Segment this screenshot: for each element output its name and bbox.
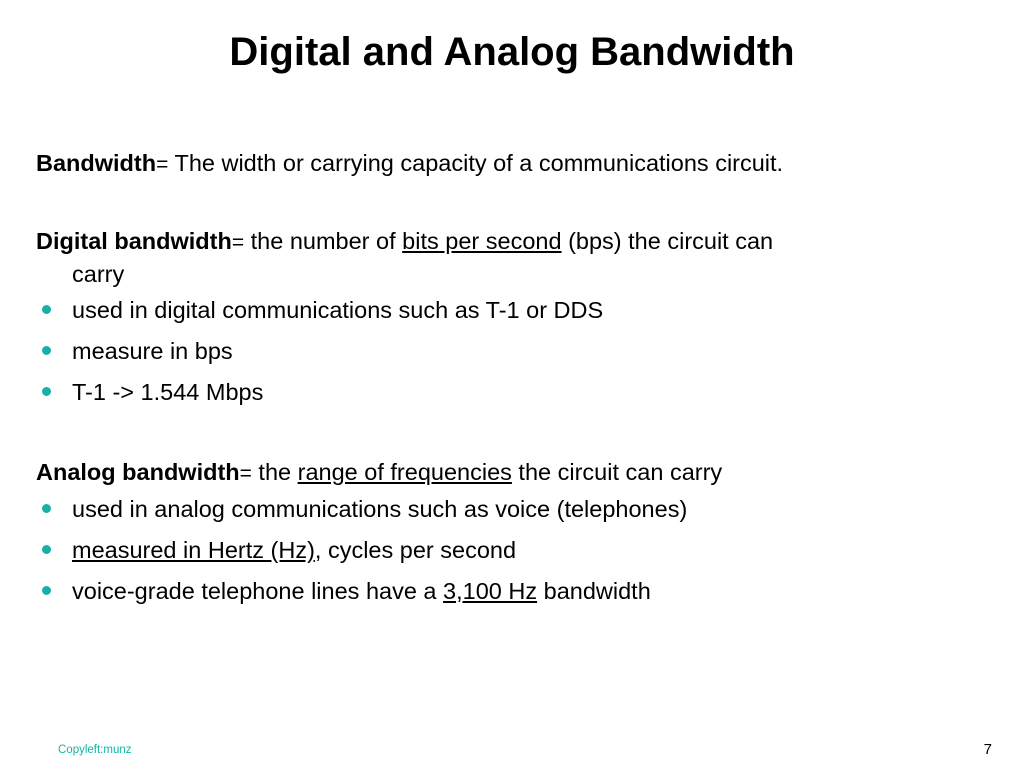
analog-equals: =	[239, 462, 252, 485]
analog-text-before: the	[251, 459, 298, 485]
bullet-dot-icon	[42, 346, 51, 355]
list-item-text-before: voice-grade telephone lines have a	[72, 578, 444, 604]
list-item-label: T-1 -> 1.544 Mbps	[72, 379, 264, 405]
bullet-dot-icon	[42, 305, 51, 314]
bandwidth-term: Bandwidth	[36, 150, 157, 176]
analog-bandwidth-term: Analog bandwidth	[36, 459, 240, 485]
digital-bullet-list	[36, 290, 988, 413]
bullet-dot-icon	[42, 387, 51, 396]
digital-bandwidth-definition	[36, 226, 988, 258]
list-item-text-after: bandwidth	[537, 578, 651, 604]
list-item-underlined: 3,100 Hz	[443, 578, 538, 604]
digital-text-before: the number of	[244, 228, 403, 254]
list-item	[36, 331, 988, 372]
analog-bullet-list	[36, 489, 988, 612]
digital-continuation: carry	[72, 261, 125, 287]
spacer-1	[36, 180, 988, 226]
digital-underlined-term: bits per second	[402, 228, 562, 254]
bandwidth-equals: =	[156, 153, 169, 176]
digital-text-after: (bps) the circuit can	[561, 228, 774, 254]
analog-underlined-term: range of frequencies	[297, 459, 512, 485]
list-item	[36, 571, 988, 612]
list-item-label: measure in bps	[72, 338, 233, 364]
bandwidth-definition	[36, 148, 988, 180]
slide-number: 7	[983, 741, 992, 758]
list-item	[36, 530, 988, 571]
analog-text-after: the circuit can carry	[511, 459, 723, 485]
digital-bandwidth-term: Digital bandwidth	[36, 228, 232, 254]
list-item-underlined: measured in Hertz (Hz)	[72, 537, 315, 563]
list-item-text-before: used in analog communications such as voice (telephones)	[72, 496, 688, 522]
list-item-label: used in digital communications such as T-1 or DDS	[72, 297, 604, 323]
bandwidth-definition-text: The width or carrying capacity of a communications circuit.	[168, 150, 784, 176]
digital-equals: =	[231, 231, 245, 254]
analog-bandwidth-definition	[36, 457, 988, 489]
page-title: Digital and Analog Bandwidth	[229, 30, 795, 74]
bullet-dot-icon	[42, 545, 51, 554]
list-item	[36, 489, 988, 530]
spacer-2	[36, 413, 988, 457]
bullet-dot-icon	[42, 586, 51, 595]
bullet-dot-icon	[42, 504, 51, 513]
list-item	[36, 290, 988, 331]
list-item	[36, 372, 988, 413]
footer-copyright: Copyleft:munz	[58, 744, 132, 756]
list-item-text-after: , cycles per second	[314, 537, 517, 563]
slide-body	[36, 148, 988, 612]
